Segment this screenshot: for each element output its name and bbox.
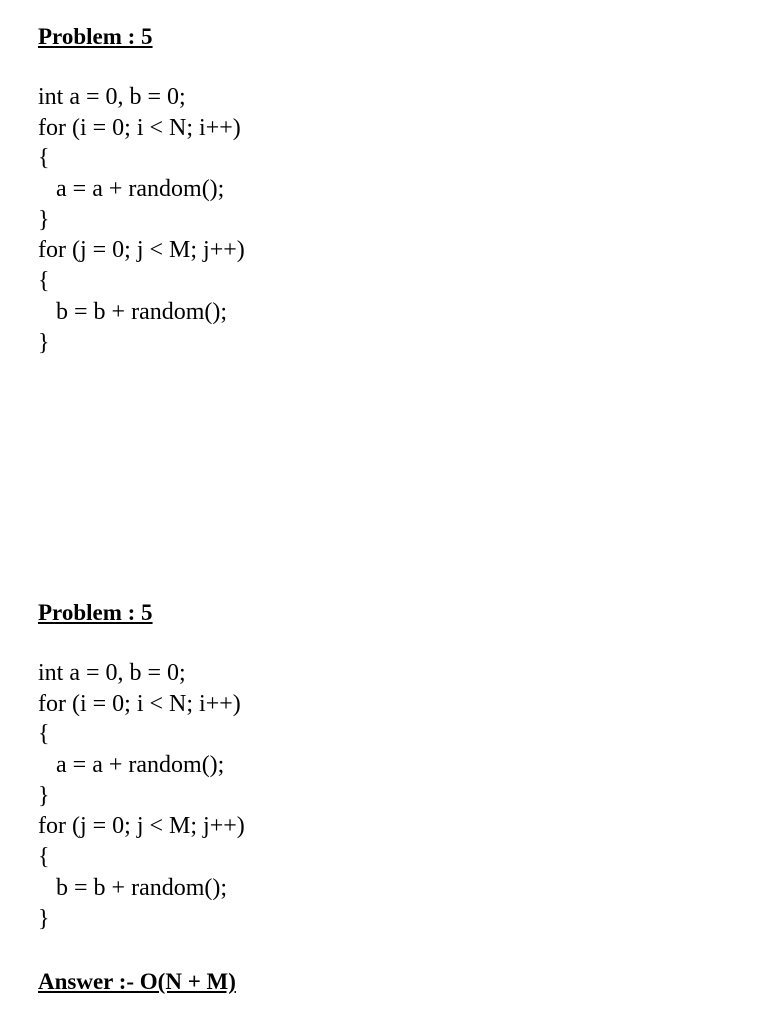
code-line: int a = 0, b = 0;	[38, 660, 186, 686]
code-line: for (i = 0; i < N; i++)	[38, 690, 241, 717]
code-line: {	[38, 844, 50, 871]
answer-text: Answer :- O(N + M)	[38, 969, 236, 994]
problem-block-2	[38, 598, 245, 934]
code-snippet	[38, 658, 245, 934]
code-line: for (j = 0; j < M; j++)	[38, 237, 245, 264]
code-snippet	[38, 82, 245, 358]
code-line: b = b + random();	[38, 298, 228, 325]
problem-block-1	[38, 22, 245, 358]
code-line: for (j = 0; j < M; j++)	[38, 813, 245, 840]
code-line: }	[38, 782, 50, 809]
code-line: {	[38, 721, 50, 748]
code-line: }	[38, 905, 50, 932]
code-line: a = a + random();	[38, 176, 225, 203]
code-line: b = b + random();	[38, 874, 228, 901]
code-line: {	[38, 268, 50, 295]
code-line: for (i = 0; i < N; i++)	[38, 114, 241, 141]
code-line: a = a + random();	[38, 752, 225, 779]
code-line: int a = 0, b = 0;	[38, 84, 186, 110]
code-line: {	[38, 145, 50, 172]
code-line: }	[38, 329, 50, 356]
problem-heading: Problem : 5	[38, 24, 153, 49]
problem-heading: Problem : 5	[38, 600, 153, 625]
code-line: }	[38, 206, 50, 233]
